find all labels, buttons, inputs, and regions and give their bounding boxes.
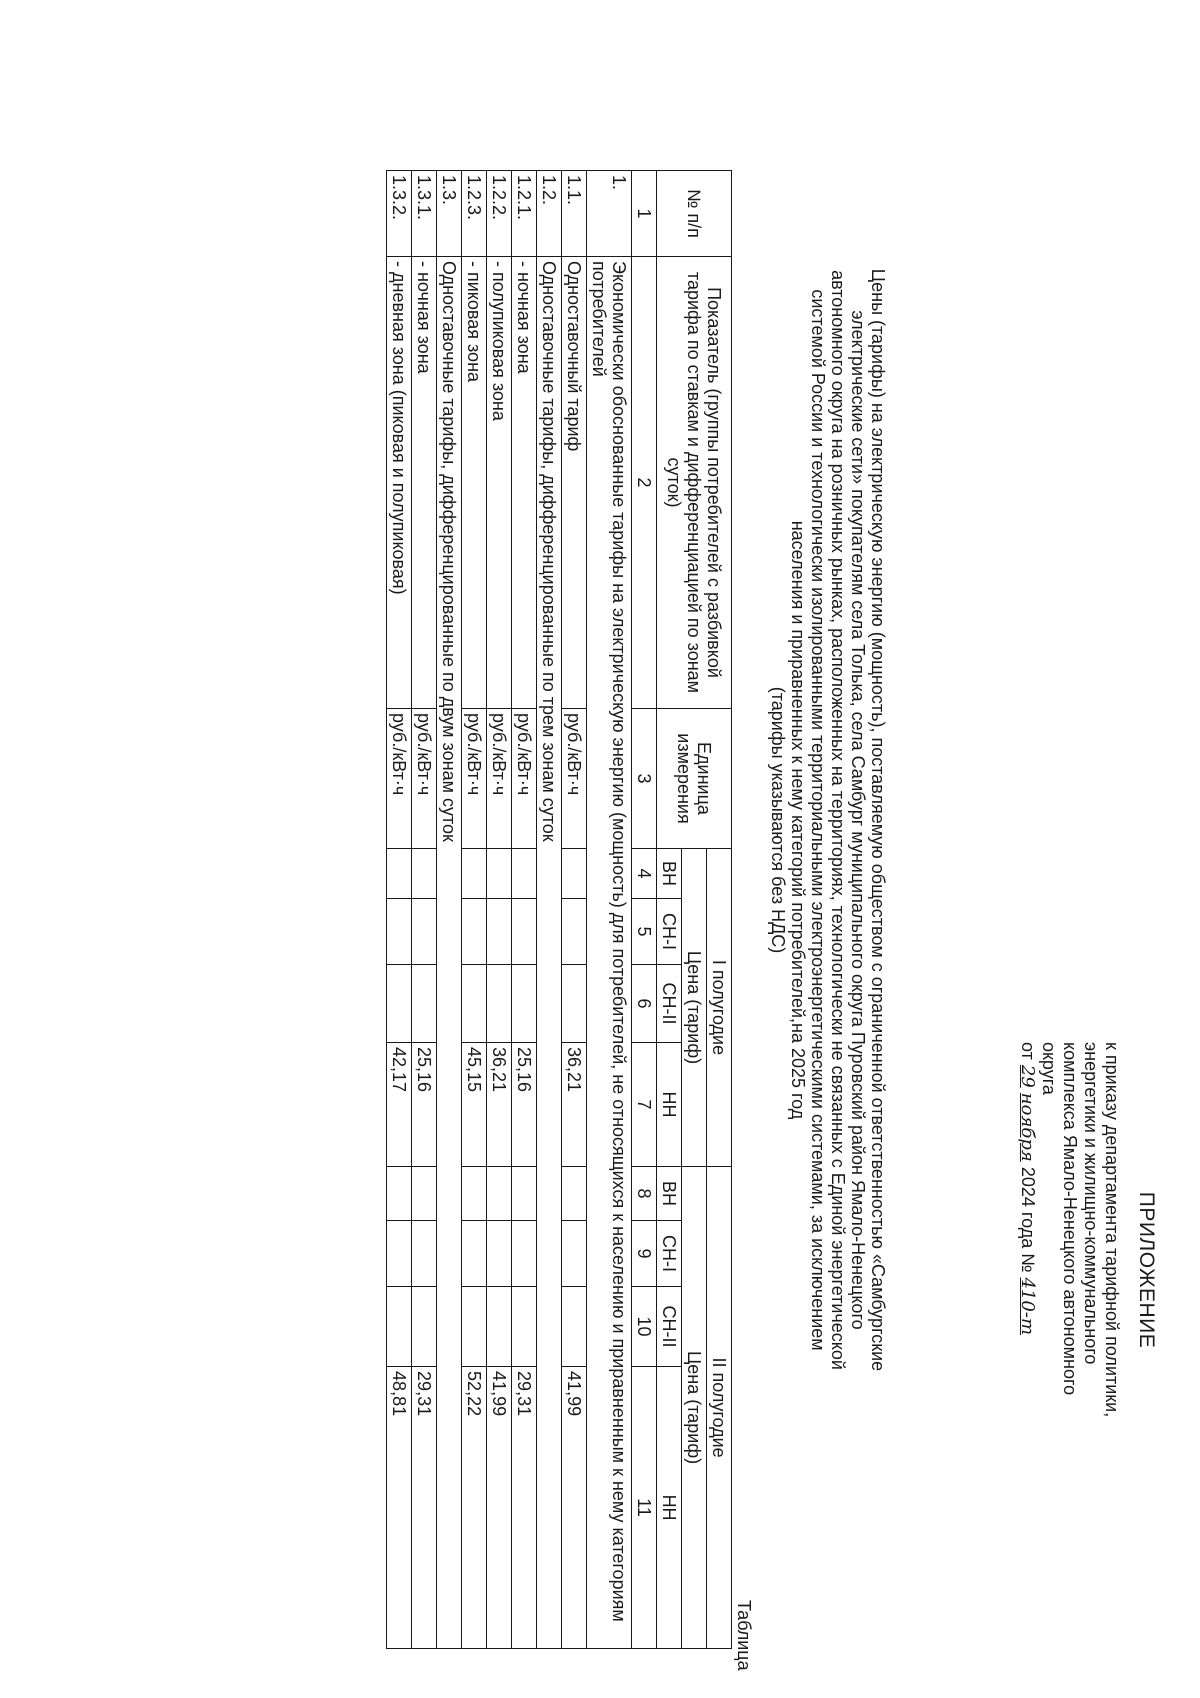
table-section-row (437, 171, 462, 1649)
price-cell-empty (412, 1221, 437, 1287)
price-cell-empty (462, 965, 487, 1043)
row-unit: руб./кВт·ч (387, 709, 412, 849)
row-number: 1.2.2. (487, 171, 512, 257)
order-number: 410-т (1017, 1277, 1038, 1336)
row-unit: руб./кВт·ч (412, 709, 437, 849)
title-line: электрические сети» покупателям села Толька, села Самбург муниципального округа Пуровский район Ямало-Ненецкого (848, 310, 868, 1330)
col-num-cell: 11 (632, 1367, 657, 1649)
row-indicator: - полупиковая зона (487, 257, 512, 709)
order-line: округа (1039, 1042, 1059, 1095)
level-cell: СН-II (657, 1287, 682, 1367)
column-numbers-row (632, 171, 657, 1649)
price-cell-empty (387, 849, 412, 899)
col-num-cell: 9 (632, 1221, 657, 1287)
price-cell-empty (512, 1287, 537, 1367)
price-nn-half2: 41,99 (562, 1367, 587, 1649)
price-cell-empty (462, 1287, 487, 1367)
col-num-cell: 5 (632, 899, 657, 965)
tariff-table (386, 170, 732, 1649)
price-cell-empty (462, 1221, 487, 1287)
price-cell-empty (412, 965, 437, 1043)
header-price-2: Цена (тариф) (682, 1167, 707, 1649)
table-row (562, 171, 587, 1649)
table-row (512, 171, 537, 1649)
header-num: № п/п (657, 171, 732, 257)
price-cell-empty (412, 849, 437, 899)
price-nn-half2: 52,22 (462, 1367, 487, 1649)
price-cell-empty (487, 899, 512, 965)
price-nn-half1: 25,16 (512, 1043, 537, 1167)
price-cell-empty (387, 1167, 412, 1221)
price-cell-empty (462, 899, 487, 965)
price-cell-empty (487, 965, 512, 1043)
row-indicator: - ночная зона (412, 257, 437, 709)
document-title (768, 160, 888, 1480)
col-num-cell: 3 (632, 709, 657, 849)
price-nn-half1: 36,21 (487, 1043, 512, 1167)
order-line: энергетики и жилищно-коммунального (1081, 1042, 1101, 1365)
col-num-cell: 2 (632, 257, 657, 709)
price-cell-empty (562, 899, 587, 965)
row-unit: руб./кВт·ч (562, 709, 587, 849)
price-cell-empty (487, 849, 512, 899)
header-row (707, 171, 732, 1649)
price-nn-half1: 42,17 (387, 1043, 412, 1167)
appendix-heading: ПРИЛОЖЕНИЕ (1135, 1191, 1158, 1349)
header-price-1: Цена (тариф) (682, 849, 707, 1167)
header-half-2: II полугодие (707, 1167, 732, 1649)
price-cell-empty (412, 899, 437, 965)
row-indicator: Одноставочный тариф (562, 257, 587, 709)
price-nn-half1: 25,16 (412, 1043, 437, 1167)
table-row (462, 171, 487, 1649)
table-caption: Таблица (734, 1600, 754, 1671)
price-cell-empty (387, 965, 412, 1043)
price-nn-half2: 41,99 (487, 1367, 512, 1649)
level-cell: НН (657, 1043, 682, 1167)
row-number: 1.2. (537, 171, 562, 257)
table-row (387, 171, 412, 1649)
col-num-cell: 6 (632, 965, 657, 1043)
level-cell: НН (657, 1367, 682, 1649)
price-nn-half1: 36,21 (562, 1043, 587, 1167)
price-cell-empty (512, 899, 537, 965)
price-cell-empty (387, 1287, 412, 1367)
level-cell: СН-I (657, 1221, 682, 1287)
order-reference (1017, 1042, 1122, 1462)
section-title: Одноставочные тарифы, дифференцированные по трем зонам суток (537, 257, 562, 1649)
table-section-row (537, 171, 562, 1649)
price-cell-empty (512, 1167, 537, 1221)
row-unit: руб./кВт·ч (512, 709, 537, 849)
col-num-cell: 1 (632, 171, 657, 257)
col-num-cell: 7 (632, 1043, 657, 1167)
row-indicator: - дневная зона (пиковая и полупиковая) (387, 257, 412, 709)
price-cell-empty (562, 1167, 587, 1221)
title-line: (тарифы указываются без НДС) (768, 686, 788, 954)
table-section-row (587, 171, 632, 1649)
level-cell: СН-I (657, 899, 682, 965)
price-cell-empty (512, 849, 537, 899)
title-line: системой России и технологически изолированными территориальными электроэнергетическими системами, за исключением (808, 289, 828, 1351)
price-cell-empty (562, 1221, 587, 1287)
price-cell-empty (462, 849, 487, 899)
row-indicator: - ночная зона (512, 257, 537, 709)
price-cell-empty (412, 1167, 437, 1221)
title-line: населения и приравненных к нему категорий потребителей,на 2025 год (788, 520, 808, 1120)
price-cell-empty (562, 965, 587, 1043)
price-cell-empty (412, 1287, 437, 1367)
level-cell: СН-II (657, 965, 682, 1043)
row-number: 1. (587, 171, 632, 257)
section-title: Экономически обоснованные тарифы на электрическую энергию (мощность) для потребителей, не относящихся к населению и приравненным к нему категориям потребителей (587, 257, 632, 1649)
price-nn-half2: 29,31 (512, 1367, 537, 1649)
level-cell: ВН (657, 849, 682, 899)
row-indicator: - пиковая зона (462, 257, 487, 709)
row-number: 1.3. (437, 171, 462, 257)
price-cell-empty (387, 899, 412, 965)
price-nn-half2: 29,31 (412, 1367, 437, 1649)
title-line: автономного округа на розничных рынках, расположенных на территориях, технологически не связанных с Единой энергетической (828, 270, 848, 1370)
section-title: Одноставочные тарифы, дифференцированные по двум зонам суток (437, 257, 462, 1649)
price-cell-empty (387, 1221, 412, 1287)
row-number: 1.3.2. (387, 171, 412, 257)
date-year: 2024 года № (1018, 1166, 1038, 1273)
price-cell-empty (562, 1287, 587, 1367)
header-unit: Единица измерения (657, 709, 732, 849)
header-half-1: I полугодие (707, 849, 732, 1167)
order-line: к приказу департамента тарифной политики, (1102, 1042, 1122, 1418)
price-cell-empty (462, 1167, 487, 1221)
col-num-cell: 4 (632, 849, 657, 899)
row-number: 1.2.3. (462, 171, 487, 257)
row-number: 1.2.1. (512, 171, 537, 257)
date-prefix: от (1018, 1042, 1038, 1060)
price-nn-half1: 45,15 (462, 1043, 487, 1167)
row-unit: руб./кВт·ч (487, 709, 512, 849)
table-row (487, 171, 512, 1649)
price-cell-empty (562, 849, 587, 899)
table-row (412, 171, 437, 1649)
col-num-cell: 10 (632, 1287, 657, 1367)
row-unit: руб./кВт·ч (462, 709, 487, 849)
date-day: 29 (1017, 1064, 1038, 1088)
price-nn-half2: 48,81 (387, 1367, 412, 1649)
level-cell: ВН (657, 1167, 682, 1221)
order-date-line (1017, 1042, 1038, 1462)
price-cell-empty (487, 1287, 512, 1367)
price-cell-empty (512, 1221, 537, 1287)
row-number: 1.1. (562, 171, 587, 257)
header-indicator: Показатель (группы потребителей с разбивкой тарифа по ставкам и дифференциацией по зонам суток) (657, 257, 732, 709)
row-number: 1.3.1. (412, 171, 437, 257)
price-cell-empty (512, 965, 537, 1043)
date-month: ноября (1017, 1092, 1038, 1162)
col-num-cell: 8 (632, 1167, 657, 1221)
price-cell-empty (487, 1167, 512, 1221)
price-cell-empty (487, 1221, 512, 1287)
order-line: комплекса Ямало-Ненецкого автономного (1060, 1042, 1080, 1396)
title-line: Цены (тарифы) на электрическую энергию (мощность), поставляемую обществом с ограниченной ответственностью «Самбургские (868, 268, 888, 1372)
